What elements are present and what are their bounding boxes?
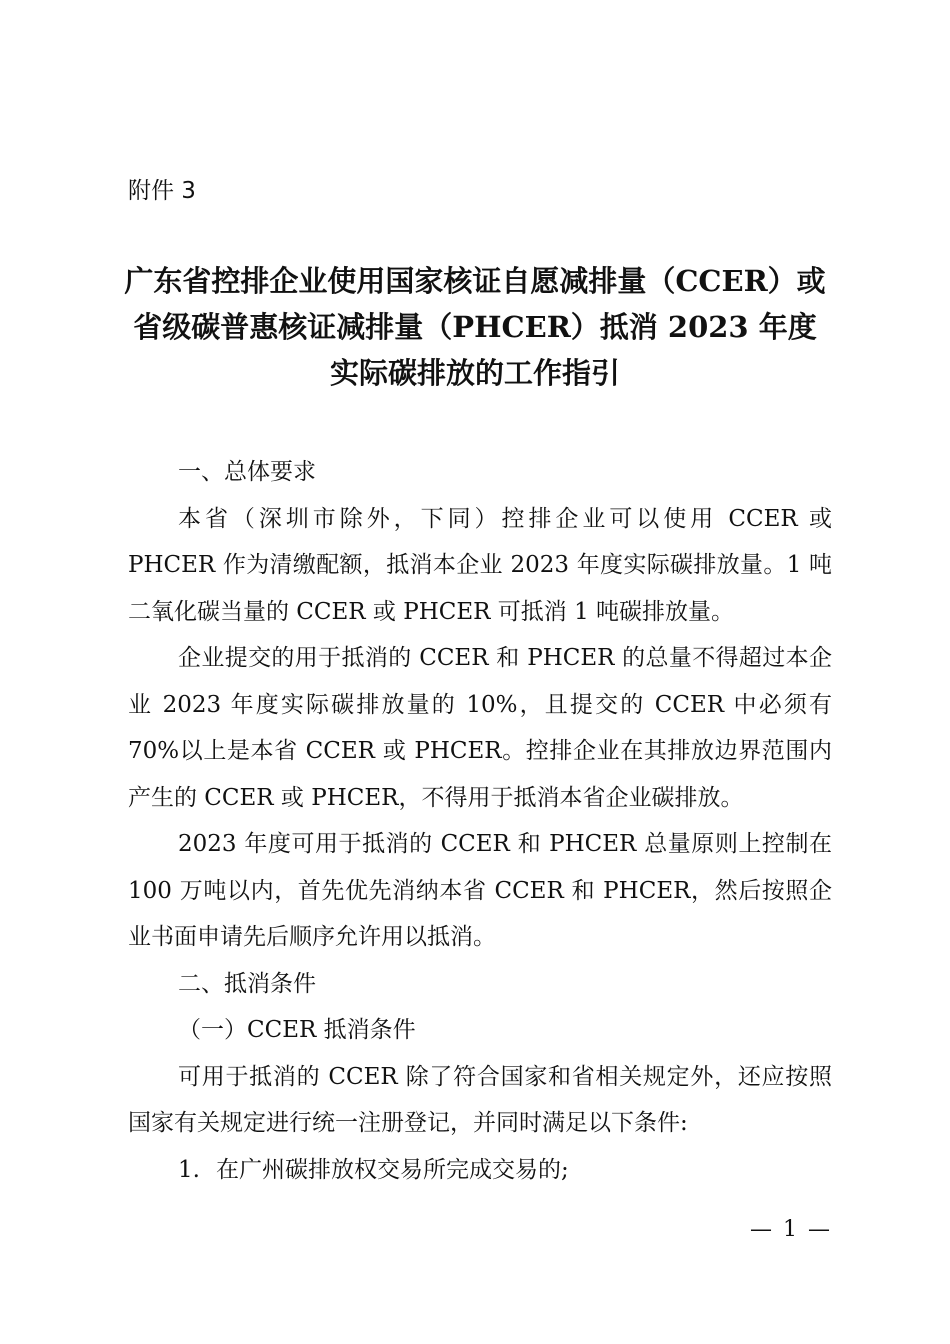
paragraph-general-1: 本省（深圳市除外，下同）控排企业可以使用 CCER 或 PHCER 作为清缴配额，抵消本企业 2023 年度实际碳排放量。1 吨二氧化碳当量的 CCER 或 PHCER 可抵消 1 吨碳排放量。 bbox=[128, 505, 832, 625]
page-number: — 1 — bbox=[750, 1217, 832, 1242]
paragraph-general-2: 企业提交的用于抵消的 CCER 和 PHCER 的总量不得超过本企业 2023 年度实际碳排放量的 10%，且提交的 CCER 中必须有 70%以上是本省 CCER 或 PHCER。控排企业在其排放边界范围内产生的 CCER 或 PHCER，不得用于抵消本省企业碳排放。 bbox=[128, 645, 832, 811]
document-title bbox=[100, 258, 850, 396]
section-heading-conditions: 二、抵消条件 bbox=[178, 970, 316, 997]
section-heading-general: 一、总体要求 bbox=[178, 459, 316, 485]
subsection-heading-ccer: （一）CCER 抵消条件 bbox=[178, 1017, 416, 1043]
paragraph-ccer-conditions: 可用于抵消的 CCER 除了符合国家和省相关规定外，还应按照国家有关规定进行统一注册登记，并同时满足以下条件: bbox=[128, 1063, 832, 1136]
paragraph-general-3: 2023 年度可用于抵消的 CCER 和 PHCER 总量原则上控制在 100 万吨以内，首先优先消纳本省 CCER 和 PHCER，然后按照企业书面申请先后顺序允许用以抵消。 bbox=[128, 831, 832, 950]
attachment-label: 附件 3 bbox=[128, 178, 196, 204]
list-item-number: 1. bbox=[178, 1156, 200, 1183]
document-body bbox=[128, 449, 832, 1193]
list-item bbox=[128, 1147, 832, 1194]
title-line-1: 广东省控排企业使用国家核证自愿减排量（CCER）或 bbox=[124, 264, 826, 298]
title-line-2: 省级碳普惠核证减排量（PHCER）抵消 2023 年度 bbox=[133, 310, 817, 344]
title-line-3: 实际碳排放的工作指引 bbox=[329, 356, 620, 390]
list-item-text: 在广州碳排放权交易所完成交易的; bbox=[216, 1156, 569, 1183]
